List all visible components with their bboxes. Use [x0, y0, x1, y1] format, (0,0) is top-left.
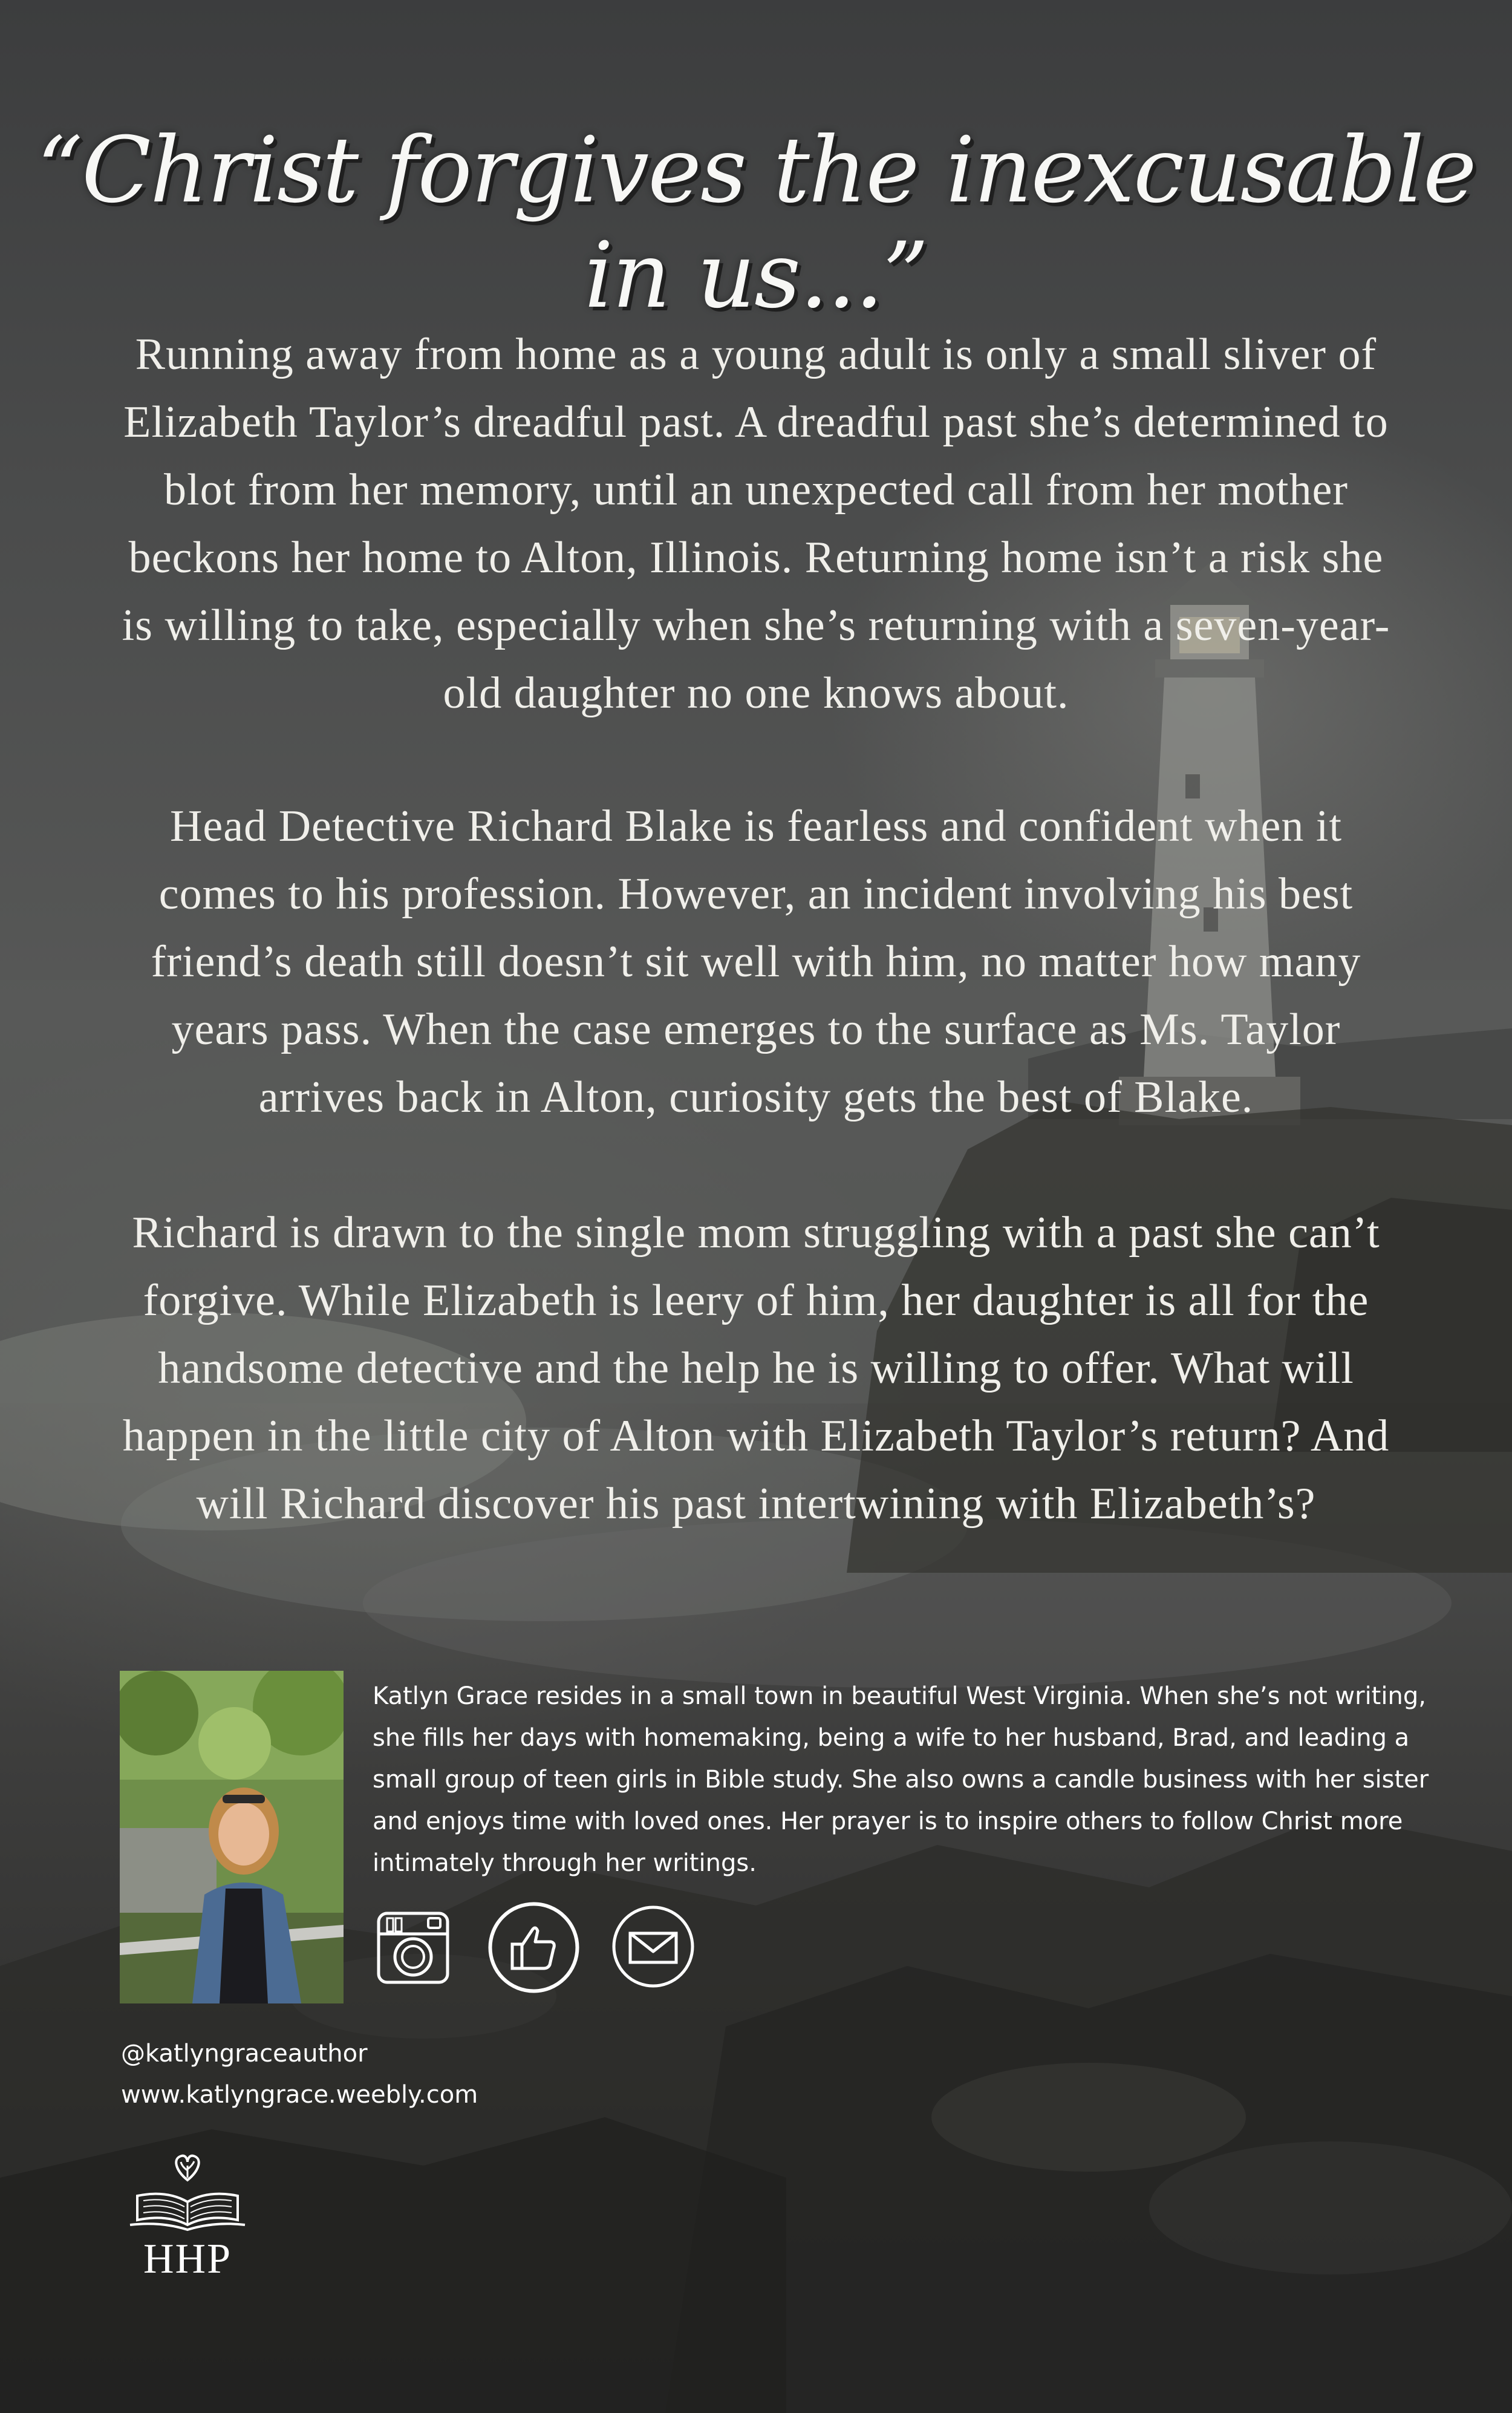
thumbs-up-icon[interactable] — [487, 1901, 581, 1994]
blurb-paragraph-3 — [115, 1199, 1397, 1538]
instagram-icon[interactable] — [374, 1909, 452, 1987]
author-bio: Katlyn Grace resides in a small town in beautiful West Virginia. When she’s not writing, she fills her days with homemaking, being a wife to her husband, Brad, and leading a small group of teen girls in Bible study. She also owns a candle business with her sister and enjoys time with loved ones. Her prayer is to inspire others to follow Christ more intimately through her writings. — [373, 1682, 1429, 1877]
mail-icon[interactable] — [611, 1904, 696, 1989]
publisher-logo-text: HHP — [143, 2236, 232, 2282]
blurb-paragraph-2 — [115, 792, 1397, 1131]
author-photo — [120, 1671, 344, 2003]
author-social-handle[interactable]: @katlyngraceauthor — [121, 2040, 368, 2068]
blurb-text-2: Head Detective Richard Blake is fearless and confident when it comes to his profession. However, an incident involving his best friend’s death still doesn’t sit well with him, no matter how many years pass. When the case emerges to the surface as Ms. Taylor arrives back in Alton, curiosity gets the best of Blake. — [151, 802, 1361, 1122]
blurb-text-1: Running away from home as a young adult is only a small sliver of Elizabeth Taylor’s dreadful past. A dreadful past she’s determined to blot from her memory, until an unexpected call from her mother beckons her home to Alton, Illinois. Returning home isn’t a risk she is willing to take, especially when she’s returning with a seven-year-old daughter no one knows about. — [122, 330, 1390, 718]
blurb-text-3: Richard is drawn to the single mom struggling with a past she can’t forgive. While Elizabeth is leery of him, her daughter is all for the handsome detective and the help he is willing to offer. What will happen in the little city of Alton with Elizabeth Taylor’s return? And will Richard discover his past intertwining with Elizabeth’s? — [122, 1208, 1390, 1529]
blurb-paragraph-1 — [115, 321, 1397, 727]
heart-sprout-open-book-icon — [124, 2153, 251, 2232]
author-website-link[interactable]: www.katlyngrace.weebly.com — [121, 2081, 478, 2109]
tagline-quote: “Christ forgives the inexcusable in us...” — [36, 118, 1476, 328]
